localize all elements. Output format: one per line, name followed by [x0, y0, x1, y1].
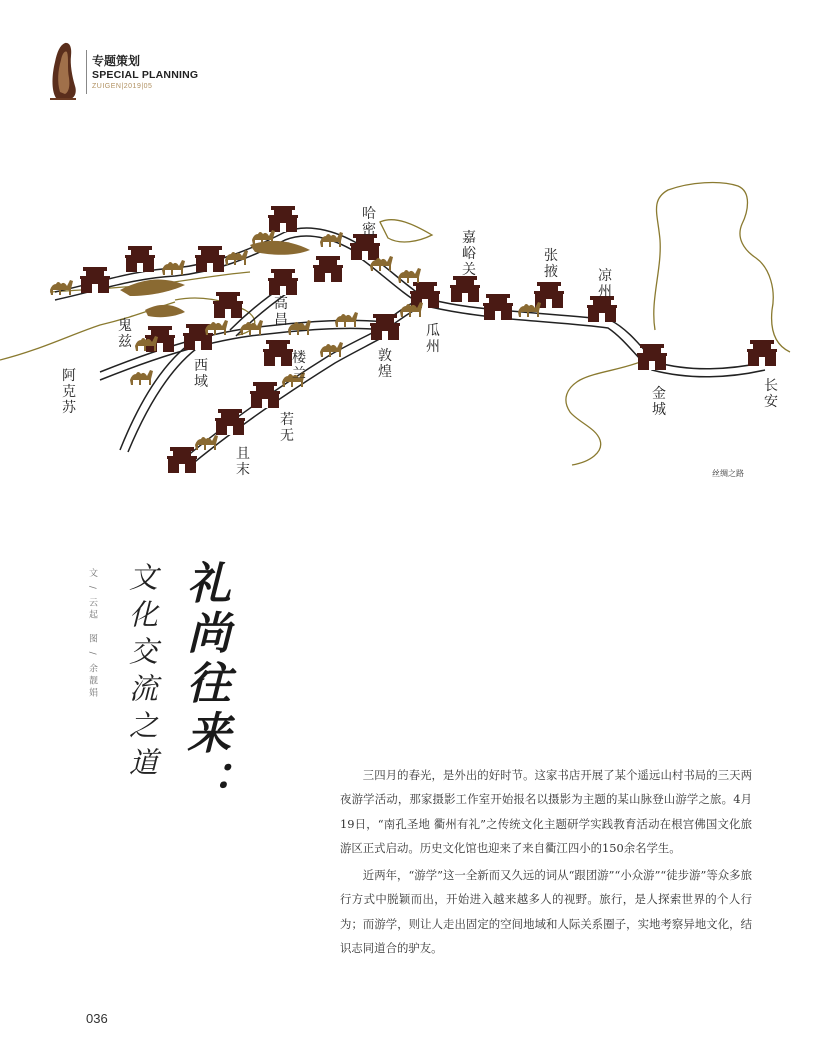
label-xiyu — [194, 358, 208, 390]
camel-icon — [130, 370, 153, 385]
route-west-b — [128, 346, 200, 452]
label-guizi — [118, 318, 133, 350]
label-qiemo-text-char: 且 — [236, 446, 250, 462]
camel-icon — [225, 250, 248, 265]
city-gate-icon — [215, 409, 245, 435]
label-loulan-text-char: 楼 — [292, 350, 306, 366]
label-hami-text-char: 密 — [362, 222, 376, 238]
label-gaochang — [274, 295, 288, 328]
city-gate-icon — [450, 276, 480, 302]
border-south — [566, 362, 640, 465]
city-gate-icon — [268, 206, 298, 232]
border-east — [654, 183, 790, 352]
label-guizi-text-char: 鬼 — [118, 318, 132, 334]
city-gate-icon — [637, 344, 667, 370]
label-loulan-text-char: 兰 — [292, 366, 306, 382]
city-gate-icon — [483, 294, 513, 320]
city-gate-icon — [80, 267, 110, 293]
camel-icon — [162, 260, 185, 275]
label-jincheng — [652, 386, 666, 418]
label-guizi-text-char: 兹 — [118, 334, 132, 350]
label-akesu-text-char: 苏 — [62, 400, 76, 416]
label-ruowu-text-char: 若 — [280, 412, 294, 428]
camel-icon — [50, 280, 73, 295]
label-zhangye-text-char: 掖 — [544, 264, 558, 280]
city-gate-icon — [410, 282, 440, 308]
camel-icon — [518, 302, 541, 317]
author-credit: 文 / 云起 图 / 余靓娟 — [87, 568, 97, 700]
camel-icon — [205, 320, 228, 335]
city-gate-icon — [747, 340, 777, 366]
label-zhangye — [544, 248, 558, 280]
city-gate-icon — [167, 447, 197, 473]
label-dunhuang-text-char: 敦 — [378, 348, 392, 364]
label-akesu-text-char: 阿 — [62, 368, 76, 384]
label-ruowu-text-char: 无 — [280, 428, 294, 444]
label-dunhuang-text-char: 煌 — [378, 364, 392, 380]
page-number: 036 — [86, 1011, 108, 1026]
label-akesu — [62, 368, 77, 416]
label-liangzhou-text-char: 州 — [598, 284, 612, 300]
label-dunhuang — [378, 348, 392, 380]
city-gate-icon — [145, 326, 175, 352]
city-gate-icon — [213, 292, 243, 318]
map-caption: 丝绸之路 — [712, 469, 744, 478]
label-jincheng-text-char: 金 — [652, 386, 666, 402]
label-changan-text-char: 安 — [764, 394, 778, 410]
silk-road-map — [0, 160, 835, 500]
city-gate-icon — [195, 246, 225, 272]
label-akesu-text-char: 克 — [62, 384, 76, 400]
label-loulan — [292, 349, 307, 382]
issue-code: ZUIGEN|2019|05 — [92, 83, 153, 90]
article-body — [340, 763, 752, 960]
label-changan — [764, 378, 778, 410]
label-hami-text-char: 哈 — [362, 206, 376, 222]
section-title-en: SPECIAL PLANNING — [92, 69, 199, 81]
label-liangzhou — [598, 268, 613, 300]
label-jiayuguan-text-char: 峪 — [462, 246, 476, 262]
label-guazhou — [426, 323, 440, 355]
label-qiemo — [236, 446, 250, 478]
camel-icon — [335, 312, 358, 327]
label-jiayuguan-text-char: 关 — [462, 262, 476, 278]
section-header — [48, 40, 248, 100]
paragraph-2: 近两年，“游学”这一全新而又久远的词从“跟团游”“小众游”“徒步游”等众多旅行方式中脱颖而出，开始进入越来越多人的视野。旅行，是人探索世界的个人行为；而游学，则让人走出固定的空间地域和人际关系圈子，实地考察异地文化，结识志同道合的驴友。 — [340, 868, 752, 956]
trail-blob-3 — [145, 305, 185, 317]
label-jincheng-text-char: 城 — [652, 402, 666, 418]
paragraph-1: 三四月的春光，是外出的好时节。这家书店开展了某个遥远山村书局的三天两夜游学活动，那家摄影工作室开始报名以摄影为主题的某山脉登山游学之旅。4月19日，“南孔圣地 衢州有礼”之传统文化主题研学实践教育活动在根宫佛国文化旅游区正式启动。历史文化馆也迎来了来自衢江四小的150余名学生。 — [340, 768, 752, 855]
article-subtitle: 文化交流之道 — [125, 562, 159, 784]
label-hami — [362, 206, 376, 238]
lake-outline — [380, 220, 432, 242]
label-ruowu — [280, 411, 294, 444]
label-jiayuguan — [462, 229, 477, 278]
city-gate-icon — [268, 269, 298, 295]
label-qiemo-text-char: 末 — [236, 462, 250, 478]
label-guazhou-text-char: 瓜 — [426, 323, 440, 339]
label-changan-text-char: 长 — [764, 378, 778, 394]
city-gate-icon — [370, 314, 400, 340]
city-gate-icon — [313, 256, 343, 282]
label-xiyu-text-char: 西 — [194, 358, 208, 374]
city-gate-icon — [263, 340, 293, 366]
root-carving-logo-icon — [48, 42, 78, 100]
label-jiayuguan-text-char: 嘉 — [462, 230, 476, 246]
label-guazhou-text-char: 州 — [426, 339, 440, 355]
route-main-a — [365, 252, 765, 369]
camel-icon — [320, 232, 343, 247]
section-title-cn: 专题策划 — [92, 54, 141, 68]
label-zhangye-text-char: 张 — [544, 248, 558, 264]
label-liangzhou-text-char: 凉 — [598, 268, 612, 284]
article-title: 礼尚往来： — [179, 560, 230, 810]
header-divider — [86, 50, 87, 94]
label-xiyu-text-char: 域 — [194, 374, 208, 390]
city-gate-icon — [125, 246, 155, 272]
label-gaochang-text-char: 昌 — [274, 312, 288, 328]
label-gaochang-text-char: 高 — [274, 296, 288, 312]
trail-blob-2 — [250, 241, 310, 255]
route-main-b — [360, 258, 765, 377]
city-gate-icon — [250, 382, 280, 408]
